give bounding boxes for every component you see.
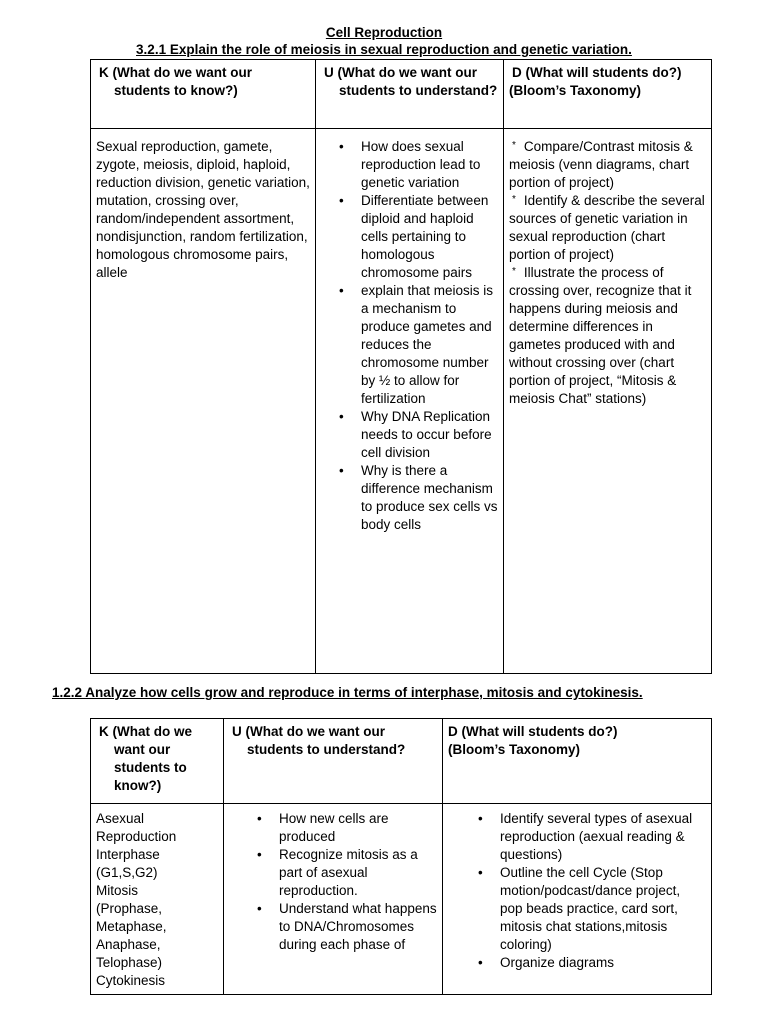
know-line: Metaphase,	[96, 919, 167, 934]
list-item: • explain that meiosis is a mechanism to produce gametes and reduces the chromosome number by ½ to allow for fertilization	[361, 282, 498, 408]
header-do	[504, 60, 712, 129]
do-cell	[504, 129, 712, 674]
know-line: Interphase	[96, 847, 160, 862]
header-do-line1: D (What will students do?)	[448, 724, 618, 739]
list-item: * Illustrate the process of crossing over, recognize that it happens during meiosis and determine differences in gametes produced with and without crossing over (chart portion of project, “Mitosis & meiosis Chat” stations)	[509, 265, 692, 406]
know-cell	[91, 129, 316, 674]
list-item: * Identify & describe the several sources of genetic variation in sexual reproduction (chart portion of project)	[509, 193, 705, 262]
list-item: • Outline the cell Cycle (Stop motion/podcast/dance project, pop beads practice, card sort, mitosis chat stations,mitosis coloring)	[500, 864, 706, 954]
standard-3-2-1-heading: 3.2.1 Explain the role of meiosis in sexual reproduction and genetic variation.	[136, 42, 632, 57]
do-cell	[443, 804, 712, 995]
header-do-line2: (Bloom’s Taxonomy)	[509, 83, 642, 98]
know-line: Reproduction	[96, 829, 177, 844]
list-item: • Recognize mitosis as a part of asexual reproduction.	[279, 846, 437, 900]
know-line: Mitosis	[96, 883, 139, 898]
understand-list	[229, 810, 437, 954]
list-item: * Compare/Contrast mitosis & meiosis (venn diagrams, chart portion of project)	[509, 139, 693, 190]
understand-cell	[316, 129, 504, 674]
asterisk-bullet-icon: *	[512, 194, 516, 205]
know-line: Anaphase,	[96, 937, 161, 952]
understand-cell	[224, 804, 443, 995]
know-line: Asexual	[96, 811, 145, 826]
know-text: Sexual reproduction, gamete, zygote, meiosis, diploid, haploid, reduction division, genetic variation, mutation, crossing over, random/independent assortment, nondisjunction, random fertilization, homologous chromosome pairs, allele	[96, 139, 310, 280]
header-know: K (What do we want our students to know?)	[91, 719, 224, 804]
list-item: • How does sexual reproduction lead to genetic variation	[361, 138, 498, 192]
know-cell	[91, 804, 224, 995]
header-do-line1: D (What will students do?)	[512, 65, 682, 80]
header-understand: U (What do we want our students to understand?	[316, 60, 504, 129]
list-item: • Identify several types of asexual reproduction (aexual reading & questions)	[500, 810, 706, 864]
list-item: • Understand what happens to DNA/Chromosomes during each phase of	[279, 900, 437, 954]
standard-1-2-2-heading: 1.2.2 Analyze how cells grow and reproduce in terms of interphase, mitosis and cytokinesis.	[52, 685, 643, 700]
know-line: Cytokinesis	[96, 973, 166, 988]
know-line: Telophase)	[96, 955, 163, 970]
kud-table-meiosis	[90, 59, 712, 674]
header-understand: U (What do we want our students to understand?	[224, 719, 443, 804]
know-line: (G1,S,G2)	[96, 865, 158, 880]
document-title: Cell Reproduction	[325, 25, 443, 40]
header-know: K (What do we want our students to know?)	[91, 60, 316, 129]
asterisk-bullet-icon: *	[512, 266, 516, 277]
list-item: • Why is there a difference mechanism to produce sex cells vs body cells	[361, 462, 498, 534]
know-line: (Prophase,	[96, 901, 163, 916]
list-item: • Organize diagrams	[500, 954, 706, 972]
list-item: • Differentiate between diploid and haploid cells pertaining to homologous chromosome pairs	[361, 192, 498, 282]
do-list	[448, 810, 706, 972]
understand-list	[321, 138, 498, 534]
header-do-line2: (Bloom’s Taxonomy)	[448, 742, 581, 757]
header-do	[443, 719, 712, 804]
list-item: • Why DNA Replication needs to occur before cell division	[361, 408, 498, 462]
asterisk-bullet-icon: *	[512, 140, 516, 151]
list-item: • How new cells are produced	[279, 810, 437, 846]
kud-table-mitosis	[90, 718, 712, 995]
